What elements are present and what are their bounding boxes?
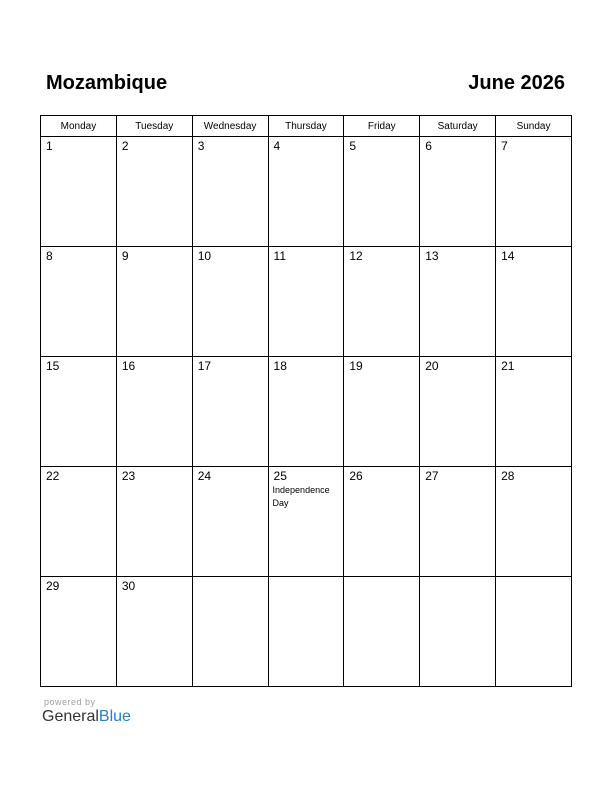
day-number: 21 — [501, 359, 515, 373]
week-row — [41, 357, 572, 467]
day-cell — [496, 467, 572, 577]
day-cell — [41, 357, 117, 467]
day-number: 9 — [121, 249, 129, 263]
day-cell — [41, 137, 117, 247]
brand-general: General — [42, 708, 99, 725]
day-number: 2 — [121, 139, 129, 153]
holiday-label: Independence Day — [272, 485, 330, 508]
day-number: 10 — [197, 249, 212, 263]
weekday-sunday: Sunday — [496, 116, 572, 137]
day-cell — [192, 247, 268, 357]
day-cell — [41, 467, 117, 577]
day-number: 22 — [46, 469, 60, 483]
day-cell — [192, 137, 268, 247]
day-cell — [344, 137, 420, 247]
day-number: 28 — [501, 469, 515, 483]
day-cell — [420, 137, 496, 247]
day-cell — [116, 137, 192, 247]
day-cell — [496, 357, 572, 467]
day-cell — [116, 467, 192, 577]
day-cell — [344, 247, 420, 357]
day-number: 3 — [197, 139, 205, 153]
day-cell — [268, 247, 344, 357]
day-number: 15 — [46, 359, 60, 373]
day-cell — [420, 357, 496, 467]
day-number: 25 — [273, 469, 287, 483]
weekday-saturday: Saturday — [420, 116, 496, 137]
day-cell-empty — [496, 577, 572, 687]
day-cell — [496, 137, 572, 247]
day-number: 30 — [121, 579, 136, 593]
day-cell — [268, 357, 344, 467]
day-number: 20 — [425, 359, 439, 373]
day-cell — [268, 137, 344, 247]
generalblue-logo[interactable] — [42, 708, 131, 726]
weekday-thursday: Thursday — [268, 116, 344, 137]
day-cell-empty — [344, 577, 420, 687]
day-cell — [420, 247, 496, 357]
day-cell — [344, 467, 420, 577]
week-row — [41, 137, 572, 247]
day-number: 1 — [46, 139, 53, 153]
day-cell — [192, 357, 268, 467]
brand-blue: Blue — [98, 708, 131, 725]
calendar-grid — [40, 115, 572, 687]
day-number: 27 — [425, 469, 439, 483]
powered-by-text: powered by — [44, 697, 96, 707]
day-number: 4 — [273, 139, 281, 153]
day-number: 16 — [121, 359, 136, 373]
day-number: 6 — [425, 139, 432, 153]
week-row — [41, 577, 572, 687]
day-cell — [344, 357, 420, 467]
month-year-title: June 2026 — [468, 72, 565, 94]
day-number: 18 — [273, 359, 287, 373]
weekday-friday: Friday — [344, 116, 420, 137]
day-number: 26 — [349, 469, 363, 483]
day-cell — [41, 247, 117, 357]
day-number: 7 — [501, 139, 508, 153]
day-cell-empty — [192, 577, 268, 687]
day-cell — [116, 247, 192, 357]
day-number: 14 — [501, 249, 515, 263]
day-number: 24 — [197, 469, 212, 483]
weekday-monday: Monday — [41, 116, 117, 137]
day-number: 17 — [197, 359, 212, 373]
day-cell — [116, 357, 192, 467]
weekday-tuesday: Tuesday — [116, 116, 192, 137]
weekday-header-row — [41, 116, 572, 137]
day-number: 5 — [349, 139, 357, 153]
day-cell-holiday — [268, 467, 344, 577]
day-number: 13 — [425, 249, 439, 263]
day-cell-empty — [420, 577, 496, 687]
weekday-wednesday: Wednesday — [192, 116, 268, 137]
day-cell — [116, 577, 192, 687]
day-number: 23 — [121, 469, 136, 483]
day-cell — [496, 247, 572, 357]
day-number: 12 — [349, 249, 363, 263]
country-title: Mozambique — [46, 72, 168, 94]
day-cell-empty — [268, 577, 344, 687]
week-row — [41, 467, 572, 577]
week-row — [41, 247, 572, 357]
day-cell — [192, 467, 268, 577]
day-number: 11 — [273, 249, 286, 263]
day-number: 8 — [46, 249, 53, 263]
day-number: 29 — [46, 579, 60, 593]
day-number: 19 — [349, 359, 363, 373]
day-cell — [41, 577, 117, 687]
day-cell — [420, 467, 496, 577]
